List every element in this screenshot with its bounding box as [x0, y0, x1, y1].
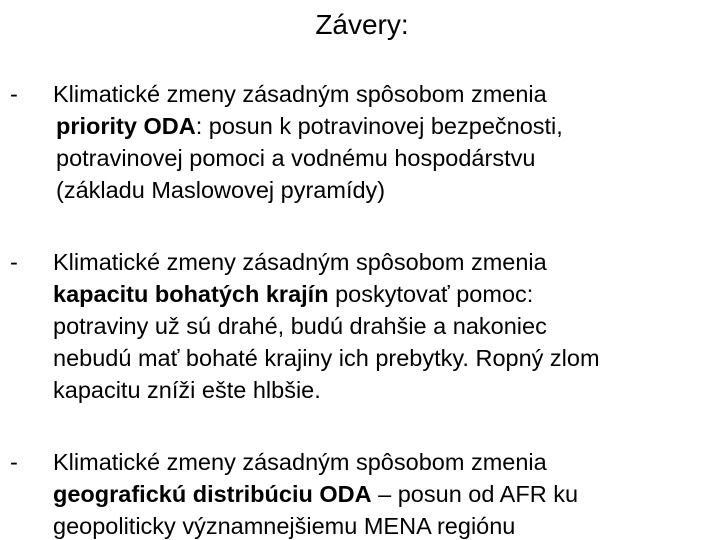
bullet-line-emphasis: priority ODA [56, 113, 196, 139]
bullet-marker: - [10, 249, 18, 275]
bullet-line-segment: potraviny už sú drahé, budú drahšie a nakoniec [53, 313, 547, 339]
bullet-line-emphasis: geografickú distribúciu ODA [53, 481, 372, 507]
bullet-line [53, 510, 712, 540]
bullet-line [53, 78, 712, 110]
bullet-line [53, 110, 712, 142]
bullet-line [53, 278, 712, 310]
bullet-text [53, 246, 712, 406]
bullet-line [53, 310, 712, 342]
bullet-line-segment: : posun k potravinovej bezpečnosti, [195, 113, 563, 139]
bullet-line [53, 374, 712, 406]
bullet-line-segment: Klimatické zmeny zásadným spôsobom zmenia [53, 449, 547, 475]
slide-title: Závery: [315, 9, 409, 40]
bullet-line [53, 342, 712, 374]
bullet-line-segment: geopoliticky významnejšiemu MENA regiónu [53, 513, 516, 539]
bullet-line-segment: potravinovej pomoci a vodnému hospodárstvu [56, 145, 536, 171]
bullet-line-segment: posun od AFR ku [397, 481, 579, 507]
bullet-line [53, 142, 712, 174]
bullet-line [53, 478, 712, 510]
bullet-line [53, 446, 712, 478]
bullet-marker: - [10, 449, 18, 475]
bullet-line-segment: nebudú mať bohaté krajiny ich prebytky. Ropný zlom [53, 345, 600, 371]
bullet-line-segment: (základu Maslowovej pyramídy) [56, 177, 386, 203]
bullet-marker: - [10, 81, 18, 107]
bullet-line [53, 246, 712, 278]
bullet-line-segment: kapacitu zníži ešte hlbšie. [53, 377, 321, 403]
bullet-line-emphasis: kapacitu bohatých krajín [53, 281, 329, 307]
bullet-text [53, 446, 712, 540]
bullet-text [53, 78, 712, 206]
bullet-line-segment: Klimatické zmeny zásadným spôsobom zmenia [53, 81, 547, 107]
bullet-line-segment: Klimatické zmeny zásadným spôsobom zmenia [53, 249, 547, 275]
bullet-line [53, 174, 712, 206]
bullet-line-segment: – [371, 481, 398, 507]
bullet-line-segment: poskytovať pomoc: [328, 281, 534, 307]
